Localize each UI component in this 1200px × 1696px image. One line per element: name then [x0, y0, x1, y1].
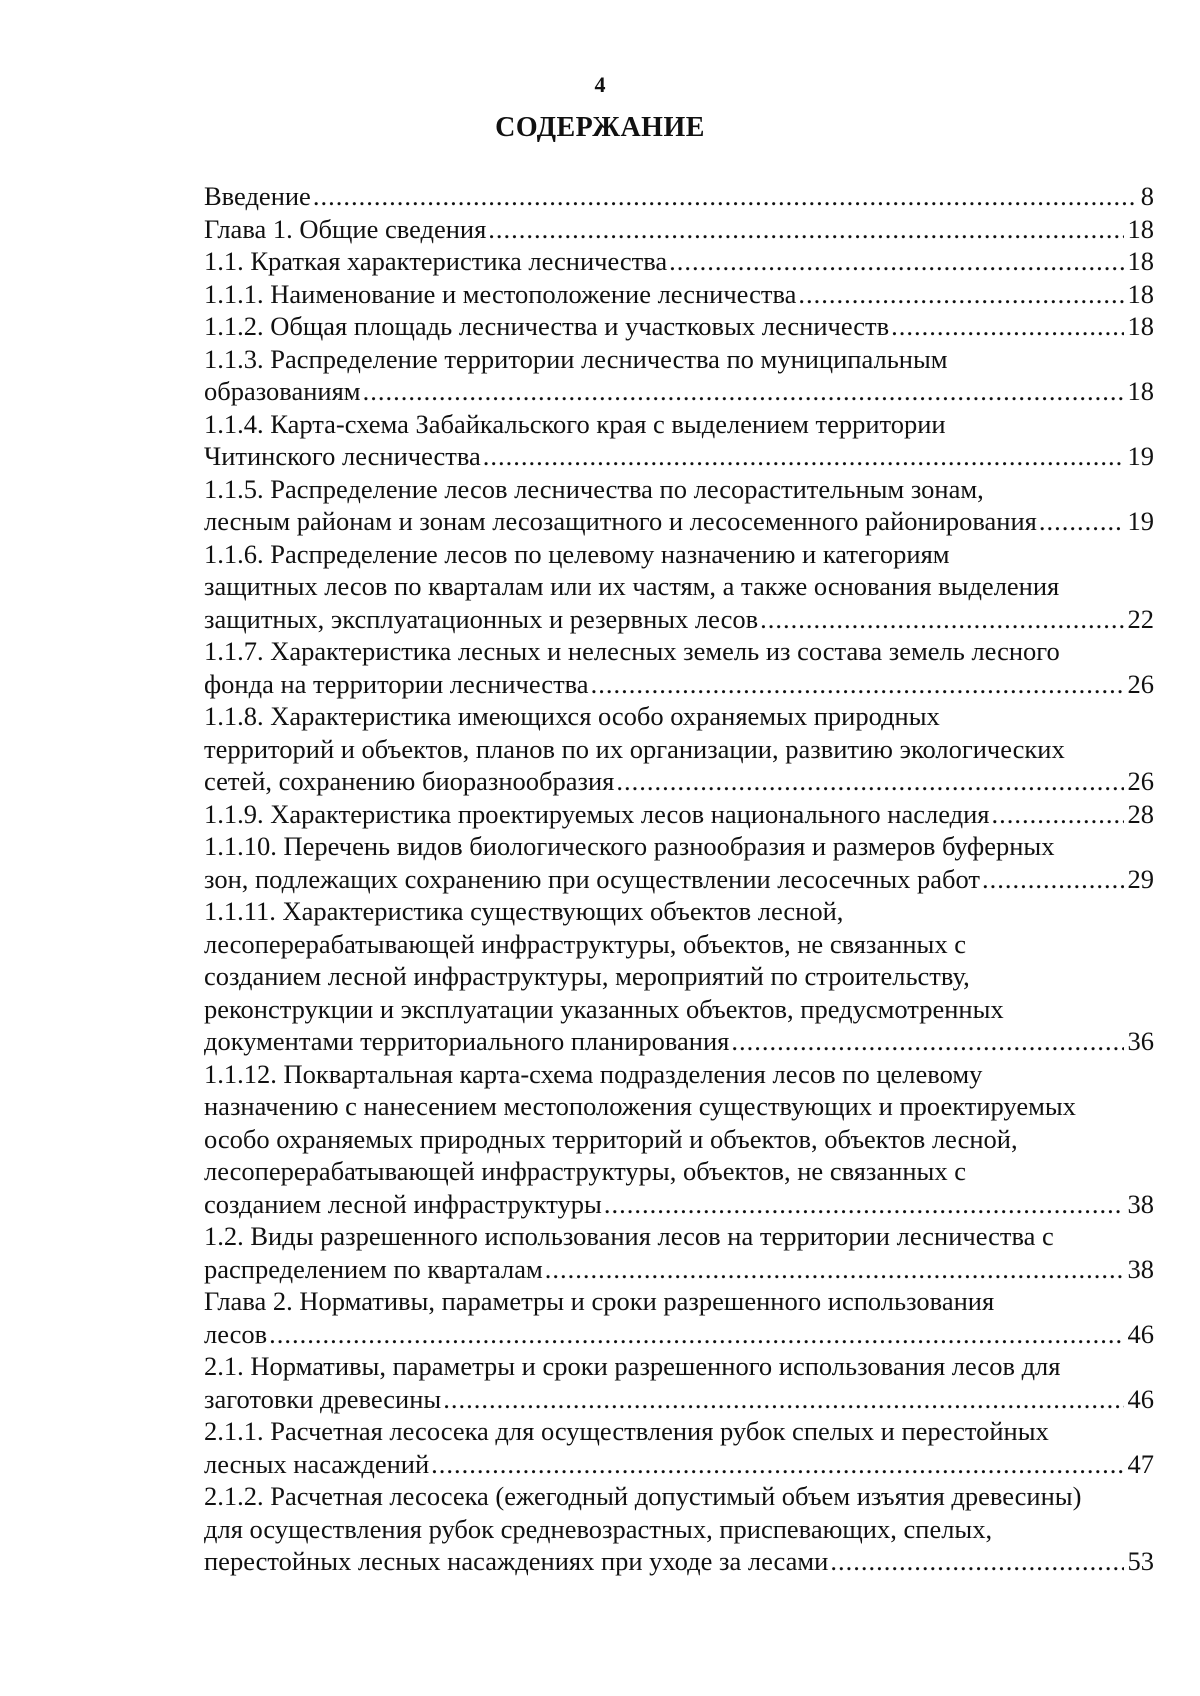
toc-entry-text: защитных, эксплуатационных и резервных лесов [204, 603, 759, 634]
toc-entry-last-line [204, 1188, 1154, 1221]
toc-entry-text: заготовки древесины [204, 1383, 442, 1414]
toc-entry-line: 1.1.12. Поквартальная карта-схема подразделения лесов по целевому [204, 1058, 983, 1089]
toc-entry-line: 1.1.10. Перечень видов биологического разнообразия и размеров буферных [204, 831, 1055, 861]
toc-entry-last-line [204, 668, 1154, 701]
toc-entry-text: Введение [204, 181, 311, 211]
toc-entry [204, 1058, 1154, 1221]
toc-entry-line: 1.1.7. Характеристика лесных и нелесных земель из состава земель лесного [204, 636, 1060, 666]
toc-entry-text: созданием лесной инфраструктуры [204, 1188, 602, 1219]
toc-entry [204, 408, 1154, 473]
toc-entry-line: 1.1.3. Распределение территории лесничества по муниципальным [204, 343, 948, 374]
dot-leader [591, 668, 1124, 701]
dot-leader [760, 603, 1123, 636]
toc-entry-line: 1.1.5. Распределение лесов лесничества по лесорастительным зонам, [204, 473, 984, 504]
toc-entry [204, 798, 1154, 831]
toc-entry-line: 1.1.8. Характеристика имеющихся особо охраняемых природных [204, 701, 940, 731]
dot-leader [731, 1025, 1123, 1058]
dot-leader [431, 1448, 1123, 1481]
toc-entry [204, 1220, 1154, 1285]
toc-entry [204, 473, 1154, 538]
dot-leader [545, 1253, 1124, 1286]
toc-entry [204, 343, 1154, 408]
toc-entry-last-line [204, 375, 1154, 408]
toc-page-number: 29 [1127, 863, 1154, 894]
toc-page-number: 26 [1127, 668, 1154, 699]
dot-leader [269, 1318, 1123, 1351]
toc-page-number: 47 [1127, 1448, 1154, 1479]
dot-leader [891, 310, 1123, 343]
toc-page-number: 18 [1127, 246, 1154, 276]
toc-entry-text: Глава 1. Общие сведения [204, 213, 487, 244]
toc-entry-text: лесных насаждений [204, 1448, 430, 1479]
toc-entry-text: зон, подлежащих сохранению при осуществлении лесосечных работ [204, 863, 980, 894]
toc-entry-text: образованиям [204, 376, 361, 406]
toc-entry-line: 1.1.4. Карта-схема Забайкальского края с выделением территории [204, 408, 946, 439]
toc-entry-last-line [204, 1545, 1154, 1578]
toc-entry-last-line [204, 310, 1154, 343]
toc-entry-line: 1.1.11. Характеристика существующих объектов лесной, [204, 896, 844, 926]
toc-entry [204, 180, 1154, 213]
toc-entry-last-line [204, 278, 1154, 311]
toc-entry-line: лесоперерабатывающей инфраструктуры, объектов, не связанных с [204, 1156, 966, 1186]
toc-entry-last-line [204, 863, 1154, 896]
toc-entry-line: лесоперерабатывающей инфраструктуры, объектов, не связанных с [204, 928, 966, 959]
toc-entry-text: лесов [204, 1318, 268, 1349]
dot-leader [991, 798, 1123, 831]
toc-entry [204, 895, 1154, 1058]
toc-entry [204, 1350, 1154, 1415]
toc-page-number: 38 [1127, 1188, 1154, 1219]
toc-entry-text: распределением по кварталам [204, 1253, 543, 1284]
dot-leader [488, 213, 1123, 246]
toc-page-number: 28 [1127, 798, 1154, 829]
toc-entry [204, 213, 1154, 246]
dot-leader [604, 1188, 1124, 1221]
toc-entry-text: 1.1.2. Общая площадь лесничества и участковых лесничеств [204, 311, 890, 341]
toc-entry-last-line [204, 1448, 1154, 1481]
toc-page-number: 19 [1127, 441, 1154, 471]
document-title: СОДЕРЖАНИЕ [495, 112, 705, 143]
toc-entry-text: Читинского лесничества [204, 441, 481, 471]
toc-entry-line: защитных лесов по кварталам или их частям, а также основания выделения [204, 571, 1060, 601]
toc-page-number: 46 [1127, 1318, 1154, 1349]
toc-entry-text: лесным районам и зонам лесозащитного и лесосеменного районирования [204, 506, 1037, 536]
toc-page-number: 19 [1127, 506, 1154, 536]
toc-entry-line: 2.1. Нормативы, параметры и сроки разрешенного использования лесов для [204, 1351, 1061, 1381]
toc-entry [204, 700, 1154, 798]
toc-entry [204, 1415, 1154, 1480]
dot-leader [830, 1545, 1123, 1578]
toc-entry-text: документами территориального планирования [204, 1026, 730, 1056]
toc-entry-last-line [204, 1025, 1154, 1058]
toc-page-number: 26 [1127, 766, 1154, 796]
dot-leader [443, 1383, 1123, 1416]
toc-page-number: 18 [1127, 311, 1154, 341]
toc-page-number: 46 [1127, 1383, 1154, 1414]
toc-entry-last-line [204, 603, 1154, 636]
toc-entry [204, 538, 1154, 636]
toc-entry-line: назначению с нанесением местоположения существующих и проектируемых [204, 1091, 1076, 1121]
dot-leader [1039, 505, 1124, 538]
toc-page-number: 8 [1140, 181, 1154, 211]
toc-entry-line: 2.1.1. Расчетная лесосека для осуществления рубок спелых и перестойных [204, 1416, 1049, 1446]
toc-page-number: 18 [1127, 213, 1154, 244]
toc-entry-last-line [204, 440, 1154, 473]
toc-entry-text: сетей, сохранению биоразнообразия [204, 766, 615, 796]
toc-entry-last-line [204, 505, 1154, 538]
toc-entry-text: 1.1.1. Наименование и местоположение лесничества [204, 278, 797, 309]
toc-entry-line: Глава 2. Нормативы, параметры и сроки разрешенного использования [204, 1286, 995, 1316]
toc-page-number: 53 [1127, 1546, 1154, 1576]
toc-entry-last-line [204, 798, 1154, 831]
toc-page-number: 18 [1127, 278, 1154, 309]
toc-entry-line: реконструкции и эксплуатации указанных объектов, предусмотренных [204, 993, 1004, 1024]
toc-entry [204, 1285, 1154, 1350]
toc-entry-text: перестойных лесных насаждениях при уходе за лесами [204, 1546, 829, 1576]
dot-leader [483, 440, 1124, 473]
page-number: 4 [594, 72, 606, 97]
toc-entry-last-line [204, 180, 1154, 213]
toc-entry-text: 1.1.9. Характеристика проектируемых лесов национального наследия [204, 798, 990, 829]
toc-page-number: 36 [1127, 1026, 1154, 1056]
toc-entry-line: 1.1.6. Распределение лесов по целевому назначению и категориям [204, 538, 950, 569]
toc-entry-line: 2.1.2. Расчетная лесосека (ежегодный допустимый объем изъятия древесины) [204, 1481, 1082, 1511]
toc-entry [204, 635, 1154, 700]
toc-entry-line: для осуществления рубок средневозрастных, приспевающих, спелых, [204, 1513, 993, 1544]
toc-entry [204, 245, 1154, 278]
toc-entry-line: 1.2. Виды разрешенного использования лесов на территории лесничества с [204, 1221, 1054, 1251]
dot-leader [616, 765, 1123, 798]
toc-entry [204, 310, 1154, 343]
dot-leader [669, 245, 1123, 278]
dot-leader [313, 180, 1137, 213]
toc-page-number: 22 [1127, 603, 1154, 634]
toc-entry [204, 278, 1154, 311]
toc-page-number: 18 [1127, 376, 1154, 406]
toc-entry-last-line [204, 765, 1154, 798]
toc-entry-line: особо охраняемых природных территорий и объектов, объектов лесной, [204, 1123, 1018, 1154]
dot-leader [798, 278, 1123, 311]
toc-entry-last-line [204, 245, 1154, 278]
toc-page-number: 38 [1127, 1253, 1154, 1284]
dot-leader [363, 375, 1124, 408]
toc-entry [204, 830, 1154, 895]
toc-entry [204, 1480, 1154, 1578]
toc-entry-last-line [204, 1383, 1154, 1416]
toc-entry-line: созданием лесной инфраструктуры, мероприятий по строительству, [204, 961, 970, 991]
toc-entry-text: фонда на территории лесничества [204, 668, 589, 699]
toc-entry-text: 1.1. Краткая характеристика лесничества [204, 246, 668, 276]
toc-entry-last-line [204, 1253, 1154, 1286]
toc-entry-last-line [204, 213, 1154, 246]
toc-entry-line: территорий и объектов, планов по их организации, развитию экологических [204, 733, 1065, 764]
table-of-contents [204, 180, 1154, 1578]
toc-entry-last-line [204, 1318, 1154, 1351]
dot-leader [982, 863, 1124, 896]
